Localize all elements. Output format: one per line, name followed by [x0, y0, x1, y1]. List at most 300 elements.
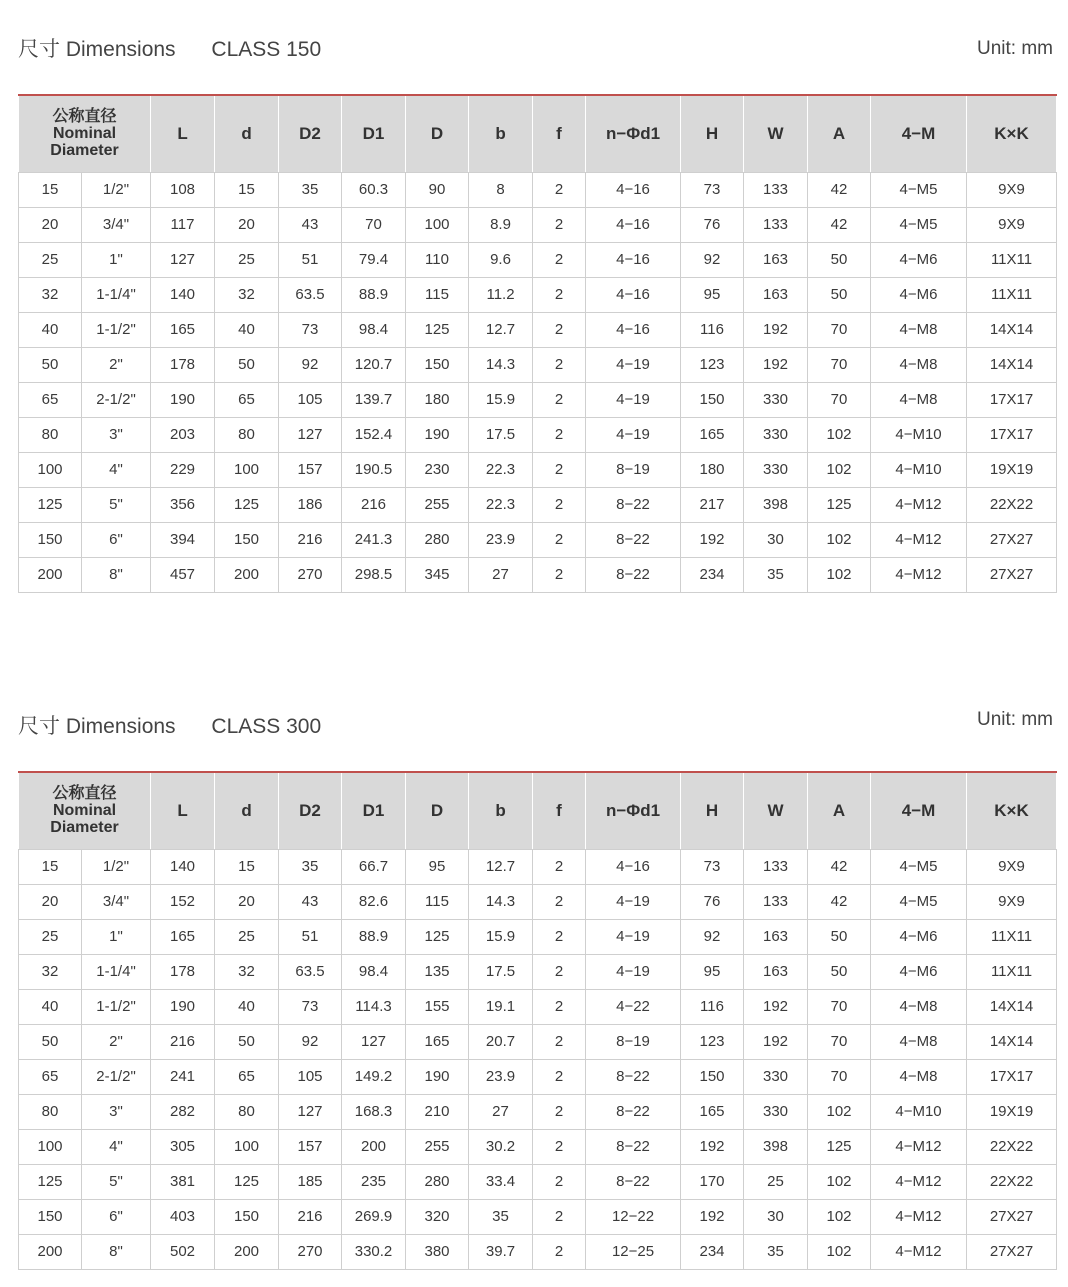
table-cell: 127	[151, 242, 215, 277]
table-cell: 114.3	[342, 989, 406, 1024]
table-cell: 149.2	[342, 1059, 406, 1094]
table-cell: 4−M12	[871, 1129, 967, 1164]
table-cell: 4−M5	[871, 884, 967, 919]
col-header: H	[681, 95, 744, 172]
table-cell: 66.7	[342, 849, 406, 884]
table-cell: 17.5	[469, 417, 533, 452]
table-cell: 95	[681, 954, 744, 989]
table-cell: 157	[279, 452, 342, 487]
col-header: K×K	[967, 95, 1057, 172]
table-cell: 14X14	[967, 347, 1057, 382]
table-cell: 4−19	[586, 382, 681, 417]
table-cell: 79.4	[342, 242, 406, 277]
table-cell: 330	[744, 382, 808, 417]
table-cell: 3"	[82, 1094, 151, 1129]
table-cell: 70	[808, 382, 871, 417]
table-cell: 70	[808, 1024, 871, 1059]
table-cell: 125	[406, 312, 469, 347]
table-cell: 11.2	[469, 277, 533, 312]
table-cell: 2	[533, 277, 586, 312]
table-cell: 270	[279, 1234, 342, 1269]
table-cell: 330	[744, 452, 808, 487]
table-cell: 150	[215, 1199, 279, 1234]
table-cell: 4−M10	[871, 452, 967, 487]
table-cell: 139.7	[342, 382, 406, 417]
table-row	[19, 919, 1057, 954]
unit-label: Unit: mm	[977, 38, 1053, 59]
table-row	[19, 1059, 1057, 1094]
table-cell: 92	[681, 242, 744, 277]
table-cell: 2	[533, 172, 586, 207]
col-header: b	[469, 772, 533, 849]
table-cell: 125	[215, 487, 279, 522]
table-cell: 4−M8	[871, 382, 967, 417]
table-cell: 50	[215, 1024, 279, 1059]
table-row	[19, 1199, 1057, 1234]
nominal-en-2: Diameter	[50, 142, 119, 160]
table-cell: 398	[744, 1129, 808, 1164]
table-cell: 4−M12	[871, 487, 967, 522]
title-en: Dimensions	[65, 38, 176, 61]
table-row	[19, 954, 1057, 989]
table-cell: 2	[533, 1059, 586, 1094]
table-cell: 40	[19, 312, 82, 347]
table-cell: 235	[342, 1164, 406, 1199]
col-header: n−Φd1	[586, 95, 681, 172]
table-cell: 23.9	[469, 522, 533, 557]
table-cell: 120.7	[342, 347, 406, 382]
dimensions-table-class150	[18, 94, 1057, 593]
table-cell: 70	[808, 1059, 871, 1094]
table-cell: 20	[19, 884, 82, 919]
table-cell: 1/2"	[82, 849, 151, 884]
col-header: K×K	[967, 772, 1057, 849]
table-cell: 20	[215, 884, 279, 919]
col-header: D1	[342, 95, 406, 172]
table-cell: 280	[406, 522, 469, 557]
table-cell: 127	[279, 1094, 342, 1129]
table-cell: 8−19	[586, 452, 681, 487]
table-cell: 27X27	[967, 1234, 1057, 1269]
table-cell: 178	[151, 347, 215, 382]
table-cell: 125	[808, 1129, 871, 1164]
nominal-cn: 公称直径	[52, 108, 117, 126]
table-cell: 330	[744, 417, 808, 452]
table-cell: 133	[744, 849, 808, 884]
table-cell: 380	[406, 1234, 469, 1269]
table-cell: 165	[406, 1024, 469, 1059]
table-cell: 305	[151, 1129, 215, 1164]
table-cell: 1-1/2"	[82, 989, 151, 1024]
table-cell: 27X27	[967, 522, 1057, 557]
table-cell: 70	[808, 989, 871, 1024]
table-cell: 63.5	[279, 954, 342, 989]
table-cell: 4−M12	[871, 1164, 967, 1199]
table-cell: 125	[215, 1164, 279, 1199]
table-cell: 200	[19, 1234, 82, 1269]
table-cell: 216	[279, 522, 342, 557]
nominal-diameter-header	[19, 772, 151, 849]
table-cell: 330	[744, 1094, 808, 1129]
table-cell: 133	[744, 884, 808, 919]
table-cell: 163	[744, 919, 808, 954]
table-cell: 15	[19, 849, 82, 884]
table-cell: 200	[215, 1234, 279, 1269]
table-cell: 2	[533, 1129, 586, 1164]
table-cell: 42	[808, 849, 871, 884]
table-cell: 11X11	[967, 277, 1057, 312]
table-cell: 394	[151, 522, 215, 557]
table-cell: 210	[406, 1094, 469, 1129]
table-row	[19, 172, 1057, 207]
table-cell: 140	[151, 849, 215, 884]
table-cell: 320	[406, 1199, 469, 1234]
table-cell: 8−22	[586, 557, 681, 592]
table-row	[19, 989, 1057, 1024]
table-row	[19, 1234, 1057, 1269]
table-cell: 123	[681, 347, 744, 382]
table-row	[19, 382, 1057, 417]
table-cell: 330	[744, 1059, 808, 1094]
table-cell: 63.5	[279, 277, 342, 312]
table-cell: 20.7	[469, 1024, 533, 1059]
table-cell: 2	[533, 522, 586, 557]
table-cell: 4−19	[586, 954, 681, 989]
table-cell: 102	[808, 1164, 871, 1199]
table-cell: 133	[744, 207, 808, 242]
table-cell: 98.4	[342, 312, 406, 347]
table-cell: 88.9	[342, 277, 406, 312]
table-cell: 42	[808, 172, 871, 207]
table-cell: 1"	[82, 242, 151, 277]
table-cell: 92	[279, 1024, 342, 1059]
table-cell: 100	[215, 452, 279, 487]
table-cell: 1-1/2"	[82, 312, 151, 347]
table-cell: 234	[681, 1234, 744, 1269]
table-cell: 217	[681, 487, 744, 522]
col-header: D2	[279, 772, 342, 849]
table-cell: 35	[279, 172, 342, 207]
table-cell: 192	[744, 347, 808, 382]
table-cell: 32	[19, 954, 82, 989]
nominal-diameter-header	[19, 95, 151, 172]
col-header: D1	[342, 772, 406, 849]
table-cell: 27	[469, 1094, 533, 1129]
table-cell: 82.6	[342, 884, 406, 919]
table-cell: 23.9	[469, 1059, 533, 1094]
table-cell: 40	[19, 989, 82, 1024]
col-header: D	[406, 772, 469, 849]
nominal-cn: 公称直径	[52, 785, 117, 803]
col-header: 4−M	[871, 95, 967, 172]
table-cell: 11X11	[967, 242, 1057, 277]
table-row	[19, 487, 1057, 522]
table-cell: 298.5	[342, 557, 406, 592]
dimensions-table-class300	[18, 771, 1057, 1270]
col-header: n−Φd1	[586, 772, 681, 849]
table-cell: 2	[533, 1094, 586, 1129]
table-cell: 9X9	[967, 849, 1057, 884]
table-row	[19, 884, 1057, 919]
table-cell: 73	[681, 849, 744, 884]
table-cell: 73	[279, 312, 342, 347]
table-cell: 19X19	[967, 1094, 1057, 1129]
table-cell: 19X19	[967, 452, 1057, 487]
table-cell: 4−16	[586, 849, 681, 884]
table-cell: 30	[744, 1199, 808, 1234]
table-cell: 22X22	[967, 1164, 1057, 1199]
table-cell: 185	[279, 1164, 342, 1199]
table-cell: 216	[342, 487, 406, 522]
table-cell: 165	[681, 417, 744, 452]
table-cell: 165	[151, 312, 215, 347]
table-cell: 4−22	[586, 989, 681, 1024]
table-cell: 133	[744, 172, 808, 207]
table-cell: 32	[215, 954, 279, 989]
table-cell: 12−22	[586, 1199, 681, 1234]
table-cell: 2	[533, 452, 586, 487]
table-row	[19, 347, 1057, 382]
table-cell: 150	[681, 382, 744, 417]
table-cell: 192	[681, 1199, 744, 1234]
table-cell: 12.7	[469, 312, 533, 347]
table-cell: 127	[279, 417, 342, 452]
table-cell: 2	[533, 1199, 586, 1234]
table-cell: 100	[406, 207, 469, 242]
table-cell: 356	[151, 487, 215, 522]
table-cell: 4−M5	[871, 849, 967, 884]
table-cell: 229	[151, 452, 215, 487]
table-cell: 150	[19, 522, 82, 557]
table-cell: 8	[469, 172, 533, 207]
table-cell: 14.3	[469, 884, 533, 919]
nominal-en-1: Nominal	[52, 802, 117, 820]
table-cell: 42	[808, 884, 871, 919]
table-cell: 8−19	[586, 1024, 681, 1059]
title-cn: 尺寸	[18, 715, 60, 738]
title-cn: 尺寸	[18, 38, 60, 61]
table-cell: 50	[808, 242, 871, 277]
table-cell: 4−M6	[871, 919, 967, 954]
table-cell: 2	[533, 382, 586, 417]
table-cell: 102	[808, 1094, 871, 1129]
table-cell: 11X11	[967, 954, 1057, 989]
table-cell: 6"	[82, 1199, 151, 1234]
col-header: d	[215, 772, 279, 849]
table-cell: 8"	[82, 557, 151, 592]
table-cell: 39.7	[469, 1234, 533, 1269]
title-en: Dimensions	[65, 715, 176, 738]
table-cell: 157	[279, 1129, 342, 1164]
table-cell: 40	[215, 312, 279, 347]
table-cell: 163	[744, 242, 808, 277]
table-cell: 192	[744, 1024, 808, 1059]
table-cell: 70	[808, 312, 871, 347]
table-cell: 4−19	[586, 417, 681, 452]
table-header-row	[19, 772, 1057, 849]
table-cell: 70	[808, 347, 871, 382]
table-cell: 4−M12	[871, 1199, 967, 1234]
col-header: A	[808, 772, 871, 849]
table-cell: 6"	[82, 522, 151, 557]
table-cell: 5"	[82, 487, 151, 522]
table-cell: 165	[681, 1094, 744, 1129]
table-cell: 241.3	[342, 522, 406, 557]
table-cell: 4−M8	[871, 989, 967, 1024]
table-cell: 4−19	[586, 919, 681, 954]
table-cell: 19.1	[469, 989, 533, 1024]
table-cell: 50	[808, 954, 871, 989]
table-cell: 88.9	[342, 919, 406, 954]
table-cell: 4−16	[586, 207, 681, 242]
table-cell: 65	[215, 1059, 279, 1094]
table-cell: 200	[215, 557, 279, 592]
table-row	[19, 207, 1057, 242]
section-title-class150	[18, 33, 321, 63]
table-cell: 116	[681, 312, 744, 347]
table-cell: 192	[744, 989, 808, 1024]
table-cell: 8−22	[586, 1129, 681, 1164]
col-header: W	[744, 772, 808, 849]
table-cell: 4−16	[586, 172, 681, 207]
table-cell: 80	[215, 417, 279, 452]
table-cell: 502	[151, 1234, 215, 1269]
table-cell: 1-1/4"	[82, 277, 151, 312]
table-cell: 102	[808, 522, 871, 557]
col-header: f	[533, 95, 586, 172]
col-header: D2	[279, 95, 342, 172]
table-cell: 4−M10	[871, 417, 967, 452]
section-title-class300	[18, 710, 321, 740]
table-cell: 4−19	[586, 884, 681, 919]
table-cell: 135	[406, 954, 469, 989]
table-cell: 270	[279, 557, 342, 592]
table-cell: 2	[533, 242, 586, 277]
table-cell: 102	[808, 557, 871, 592]
table-cell: 150	[406, 347, 469, 382]
table-cell: 2-1/2"	[82, 1059, 151, 1094]
table-cell: 4−M5	[871, 207, 967, 242]
table-cell: 4−M12	[871, 1234, 967, 1269]
table-cell: 25	[215, 919, 279, 954]
table-cell: 150	[215, 522, 279, 557]
table-cell: 15	[215, 849, 279, 884]
table-cell: 42	[808, 207, 871, 242]
table-cell: 2	[533, 417, 586, 452]
table-cell: 108	[151, 172, 215, 207]
table-cell: 25	[215, 242, 279, 277]
table-cell: 127	[342, 1024, 406, 1059]
table-cell: 92	[279, 347, 342, 382]
table-cell: 65	[215, 382, 279, 417]
table-cell: 1/2"	[82, 172, 151, 207]
table-cell: 17X17	[967, 1059, 1057, 1094]
table-cell: 117	[151, 207, 215, 242]
table-cell: 4−M5	[871, 172, 967, 207]
table-cell: 190	[151, 989, 215, 1024]
table-cell: 17X17	[967, 382, 1057, 417]
table-cell: 70	[342, 207, 406, 242]
table-cell: 43	[279, 207, 342, 242]
table-cell: 50	[215, 347, 279, 382]
table-cell: 4−16	[586, 277, 681, 312]
table-cell: 15.9	[469, 382, 533, 417]
table-cell: 100	[19, 452, 82, 487]
table-cell: 125	[19, 1164, 82, 1199]
table-row	[19, 522, 1057, 557]
table-cell: 4−M8	[871, 1059, 967, 1094]
table-cell: 190	[151, 382, 215, 417]
table-cell: 35	[469, 1199, 533, 1234]
table-cell: 125	[406, 919, 469, 954]
table-cell: 20	[19, 207, 82, 242]
table-cell: 381	[151, 1164, 215, 1199]
class-label: CLASS 300	[211, 715, 322, 738]
table-cell: 8−22	[586, 1094, 681, 1129]
table-cell: 190.5	[342, 452, 406, 487]
table-cell: 180	[406, 382, 469, 417]
col-header: W	[744, 95, 808, 172]
table-cell: 105	[279, 1059, 342, 1094]
table-cell: 216	[151, 1024, 215, 1059]
table-cell: 27X27	[967, 557, 1057, 592]
table-cell: 2	[533, 989, 586, 1024]
table-cell: 255	[406, 487, 469, 522]
table-cell: 80	[215, 1094, 279, 1129]
table-cell: 102	[808, 1199, 871, 1234]
table-cell: 80	[19, 1094, 82, 1129]
table-cell: 95	[406, 849, 469, 884]
table-cell: 4−M6	[871, 954, 967, 989]
table-cell: 102	[808, 452, 871, 487]
table-cell: 50	[19, 347, 82, 382]
table-cell: 20	[215, 207, 279, 242]
table-cell: 4"	[82, 452, 151, 487]
table-cell: 4−16	[586, 242, 681, 277]
table-cell: 4−16	[586, 312, 681, 347]
table-cell: 35	[279, 849, 342, 884]
table-row	[19, 1094, 1057, 1129]
table-cell: 5"	[82, 1164, 151, 1199]
table-cell: 32	[215, 277, 279, 312]
unit-label: Unit: mm	[977, 709, 1053, 730]
table-cell: 4−M10	[871, 1094, 967, 1129]
table-cell: 8−22	[586, 487, 681, 522]
table-cell: 116	[681, 989, 744, 1024]
table-cell: 165	[151, 919, 215, 954]
table-cell: 2	[533, 347, 586, 382]
table-cell: 163	[744, 277, 808, 312]
col-header: 4−M	[871, 772, 967, 849]
table-cell: 2	[533, 884, 586, 919]
table-cell: 51	[279, 919, 342, 954]
table-body	[19, 172, 1057, 592]
table-cell: 35	[744, 1234, 808, 1269]
table-cell: 200	[19, 557, 82, 592]
table-cell: 115	[406, 277, 469, 312]
table-cell: 12.7	[469, 849, 533, 884]
table-cell: 4"	[82, 1129, 151, 1164]
table-row	[19, 452, 1057, 487]
table-cell: 403	[151, 1199, 215, 1234]
table-cell: 8.9	[469, 207, 533, 242]
col-header: L	[151, 772, 215, 849]
table-cell: 152	[151, 884, 215, 919]
table-cell: 192	[681, 522, 744, 557]
table-cell: 35	[744, 557, 808, 592]
table-cell: 4−M12	[871, 557, 967, 592]
table-cell: 203	[151, 417, 215, 452]
